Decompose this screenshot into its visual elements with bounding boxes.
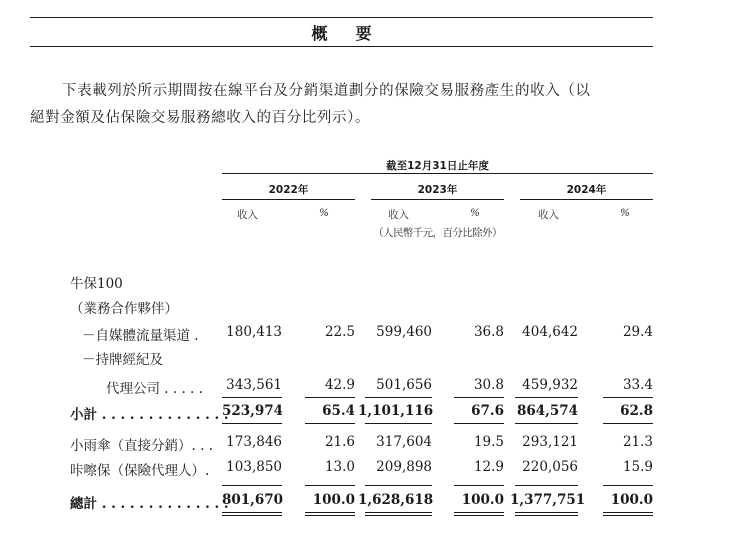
- subtotal-rule-top: [454, 397, 504, 398]
- cell-pct: 33.4: [622, 377, 653, 393]
- cell-revenue: 523,974: [222, 403, 284, 419]
- col-revenue-2023: 收入: [388, 209, 409, 221]
- cell-pct: 100.0: [610, 492, 653, 508]
- cell-pct: 12.9: [473, 459, 504, 475]
- col-revenue-2022: 收入: [237, 209, 258, 221]
- total-double-rule: [454, 512, 504, 513]
- row-label: 小雨傘（直接分銷）. . .: [70, 438, 213, 454]
- total-double-rule: [222, 515, 282, 516]
- total-double-rule: [454, 515, 504, 516]
- total-rule-top: [365, 485, 432, 486]
- row-label: －自媒體流量渠道 .: [82, 328, 199, 344]
- intro-line-2: 絕對金額及佔保險交易服務總收入的百分比列示）。: [30, 110, 371, 126]
- cell-pct: 15.9: [622, 459, 653, 475]
- year-rule-2024: [520, 199, 653, 200]
- row-label: 總計 . . . . . . . . . . . . . .: [70, 496, 229, 512]
- subtotal-rule-top: [603, 397, 653, 398]
- total-double-rule: [305, 512, 355, 513]
- subtotal-rule-bottom: [515, 423, 578, 424]
- col-pct-2023: %: [470, 207, 480, 219]
- cell-revenue: 404,642: [522, 324, 578, 340]
- cell-pct: 21.3: [622, 434, 653, 450]
- cell-pct: 30.8: [473, 377, 504, 393]
- cell-revenue: 599,460: [376, 324, 432, 340]
- cell-pct: 22.5: [324, 324, 355, 340]
- cell-pct: 62.8: [620, 403, 653, 419]
- year-2024: 2024年: [566, 184, 607, 196]
- row-label: 咔嚓保（保險代理人）.: [70, 463, 210, 479]
- total-double-rule: [365, 515, 432, 516]
- period-rule: [222, 173, 653, 174]
- total-rule-top: [603, 485, 653, 486]
- cell-revenue: 1,101,116: [358, 403, 434, 419]
- cell-pct: 42.9: [324, 377, 355, 393]
- title-rule-bottom: [30, 46, 653, 47]
- cell-pct: 36.8: [473, 324, 504, 340]
- row-label: 小計 . . . . . . . . . . . . . .: [70, 407, 229, 423]
- col-pct-2024: %: [620, 207, 630, 219]
- cell-pct: 21.6: [324, 434, 355, 450]
- year-rule-2023: [371, 199, 504, 200]
- total-double-rule: [222, 512, 282, 513]
- total-double-rule: [515, 512, 578, 513]
- year-2022: 2022年: [268, 184, 309, 196]
- total-rule-top: [515, 485, 578, 486]
- year-2023: 2023年: [417, 184, 458, 196]
- subtotal-rule-top: [222, 397, 282, 398]
- cell-revenue: 1,628,618: [358, 492, 434, 508]
- subtotal-rule-bottom: [305, 423, 355, 424]
- col-revenue-2024: 收入: [538, 209, 559, 221]
- cell-revenue: 173,846: [226, 434, 282, 450]
- cell-pct: 100.0: [461, 492, 504, 508]
- col-pct-2022: %: [319, 207, 329, 219]
- subtotal-rule-bottom: [365, 423, 432, 424]
- total-double-rule: [365, 512, 432, 513]
- title-rule-top: [30, 17, 653, 18]
- row-label: （業務合作夥伴）: [70, 301, 178, 317]
- subtotal-rule-bottom: [222, 423, 282, 424]
- cell-revenue: 220,056: [522, 459, 578, 475]
- cell-pct: 100.0: [312, 492, 355, 508]
- cell-revenue: 343,561: [226, 377, 282, 393]
- subtotal-rule-bottom: [603, 423, 653, 424]
- cell-revenue: 317,604: [376, 434, 432, 450]
- row-label: －持牌經紀及: [82, 352, 163, 368]
- cell-revenue: 459,932: [522, 377, 578, 393]
- cell-revenue: 293,121: [522, 434, 578, 450]
- subtotal-rule-top: [305, 397, 355, 398]
- section-title: 概要: [311, 24, 400, 43]
- total-rule-top: [454, 485, 504, 486]
- unit-note: （人民幣千元，百分比除外）: [373, 227, 502, 239]
- total-rule-top: [222, 485, 282, 486]
- total-double-rule: [515, 515, 578, 516]
- cell-revenue: 209,898: [376, 459, 432, 475]
- cell-revenue: 1,377,751: [510, 492, 586, 508]
- total-double-rule: [603, 512, 653, 513]
- cell-pct: 67.6: [471, 403, 504, 419]
- cell-revenue: 801,670: [222, 492, 284, 508]
- cell-revenue: 864,574: [516, 403, 578, 419]
- subtotal-rule-bottom: [454, 423, 504, 424]
- total-rule-top: [305, 485, 355, 486]
- subtotal-rule-top: [515, 397, 578, 398]
- cell-pct: 13.0: [324, 459, 355, 475]
- intro-line-1: 下表載列於所示期間按在線平台及分銷渠道劃分的保險交易服務產生的收入（以: [62, 83, 591, 99]
- row-label: 牛保100: [70, 276, 123, 292]
- total-double-rule: [305, 515, 355, 516]
- cell-revenue: 180,413: [226, 324, 282, 340]
- period-header: 截至12月31日止年度: [386, 160, 489, 172]
- cell-pct: 19.5: [473, 434, 504, 450]
- total-double-rule: [603, 515, 653, 516]
- cell-revenue: 103,850: [226, 459, 282, 475]
- cell-pct: 65.4: [322, 403, 355, 419]
- subtotal-rule-top: [365, 397, 432, 398]
- year-rule-2022: [222, 199, 355, 200]
- cell-pct: 29.4: [622, 324, 653, 340]
- cell-revenue: 501,656: [376, 377, 432, 393]
- row-label: 代理公司 . . . . .: [106, 381, 203, 397]
